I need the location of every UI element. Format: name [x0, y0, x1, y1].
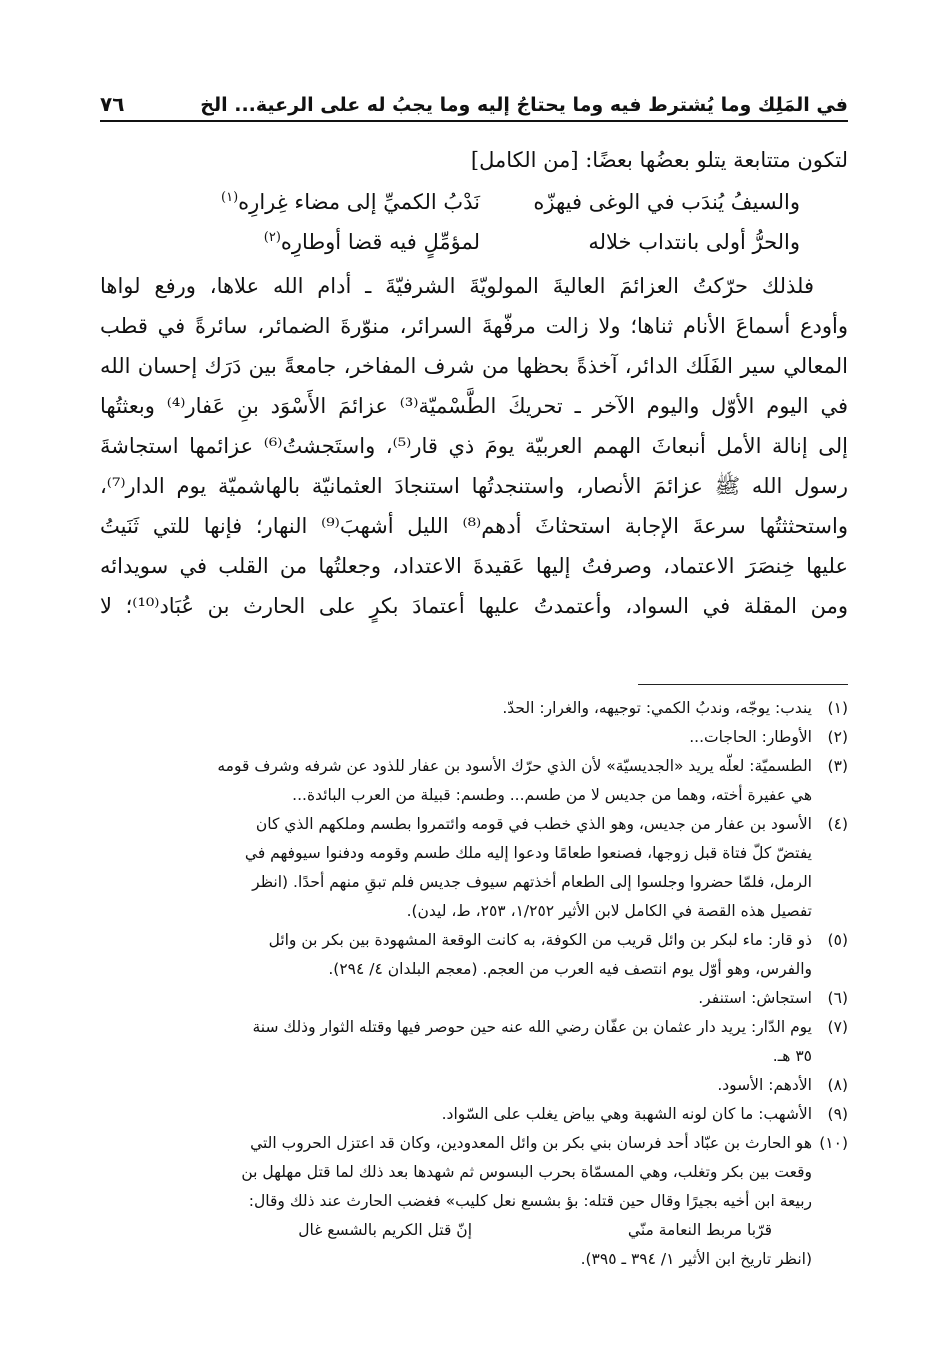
verse-second-hemistich: نَدْبُ الكميِّ إلى مضاء غِرارِه$^{(١)}$: [221, 190, 480, 214]
page-number: ٧٦: [100, 92, 125, 116]
footnote: [100, 752, 848, 810]
footnote-line: هي عفيرة أخته، وهما من جديس لا من طسم... وطسم: قبيلة من العرب البائدة...: [292, 786, 812, 804]
footnote-number: (١٠): [819, 1134, 848, 1152]
verse-first-hemistich: والحرُّ أولى بانتداب خلاله: [588, 230, 800, 254]
paragraph-line: عليها خِنصَرَ الاعتماد، وصرفتُ إليها عَقيدةَ الاعتداد، وجعلتُها من القلب في سويدائه: [100, 554, 848, 578]
paragraph-line: في اليوم الأوّل واليوم الآخر ـ تحريكَ الطَّسْميّة⁽³⁾ عزائمَ الأَسْوَد بنِ عَفار⁽⁴⁾ وبعثتُها: [100, 394, 849, 418]
verse-first-hemistich: قرّبا مربط النعامة منّي: [627, 1221, 772, 1239]
verse-second-hemistich: لمؤمِّلٍ فيه قضا أوطارِه$^{(٢)}$: [263, 230, 480, 254]
footnote: [100, 723, 848, 752]
footnote-line: الطسميّة: لعلّه يريد «الجديسيّة» لأن الذي حرّك الأسود بن عفار للذود عن شرفه وشرف قومه: [217, 757, 812, 775]
footnote-marker: (١): [221, 190, 239, 205]
footnote-verse: [100, 1216, 812, 1245]
footnote-number: (٥): [827, 931, 848, 949]
verse-second-hemistich: إنّ قتل الكريم بالشسع غال: [298, 1221, 472, 1239]
footnote-line: استجاش: استنفر.: [698, 989, 812, 1007]
running-title: في المَلِك وما يُشترط فيه وما يحتاجُ إليه وما يجبُ له على الرعية... الخ: [200, 94, 848, 116]
footnote: [100, 694, 848, 723]
intro-line: لتكون متتابعة يتلو بعضُها بعضًا: [من الكامل]: [470, 148, 848, 172]
paragraph-line: إلى إنالة الأمل أنبعاثَ الهمم العربيّة يومَ ذي قار⁽⁵⁾، واستَجشتُ⁽⁶⁾ عزائمها استجاشةَ: [100, 434, 848, 458]
footnote-number: (٩): [827, 1105, 848, 1123]
paragraph-line: ومن المقلة في السواد، وأعتمدتُ عليها أعتمادَ بكرٍ على الحارث بن عُبَاد⁽¹⁰⁾؛ لا: [100, 594, 848, 618]
verse-line: [100, 182, 848, 222]
footnote-line: الأدهم: الأسود.: [717, 1076, 812, 1094]
verse-line: [100, 222, 848, 262]
footnote-line: يوم الدّار: يريد دار عثمان بن عفّان رضي الله عنه حين حوصر فيها وقتله الثوار وذلك سنة: [252, 1018, 812, 1036]
footnote-number: (٨): [827, 1076, 848, 1094]
footnote-line: (انظر تاريخ ابن الأثير ١/ ٣٩٤ ـ ٣٩٥).: [580, 1250, 812, 1268]
footnote-number: (٧): [827, 1018, 848, 1036]
footnote-line: الأشهب: ما كان لونه الشهبة وهي بياض يغلب على السّواد.: [441, 1105, 812, 1123]
footnote-separator: [638, 684, 848, 685]
footnote: [100, 984, 848, 1013]
footnote-line: الأوطار: الحاجات...: [689, 728, 812, 746]
footnote-number: (٢): [827, 728, 848, 746]
footnotes: [100, 694, 848, 1274]
footnote-line: ربيعة ابن أخيه بجيرًا وقال حين قتله: بؤ بشسع نعل كليب» فغضب الحارث عند ذلك وقال:: [248, 1192, 812, 1210]
header-rule: [100, 120, 848, 122]
paragraph-line: فلذلك حرّكتُ العزائمَ العاليةَ المولويّةَ الشرفيّةَ ـ أدام الله علاها، ورفع لواها: [100, 274, 814, 298]
footnote-line: يفتضّ كلّ فتاة قبل زوجها، فصنعوا طعامًا ودعوا إليه ملك طسم وقومه ودفنوا سيوفهم في: [244, 844, 812, 862]
footnote-number: (٦): [827, 989, 848, 1007]
footnote: [100, 1071, 848, 1100]
page-header: [100, 84, 848, 116]
footnote: [100, 810, 848, 926]
paragraph-line: المعالي سير الفَلَك الدائر، آخذةً بحظها من شرف المفاخر، جامعةً بين دَرَك إحسان الله: [100, 354, 848, 378]
footnote-line: ذو قار: ماء لبكر بن وائل قريب من الكوفة، به كانت الوقعة المشهودة بين بكر بن وائل: [268, 931, 812, 949]
footnote: [100, 926, 848, 984]
footnote-line: والفرس، وهو أوّل يوم انتصف فيه العرب من العجم. (معجم البلدان ٤/ ٢٩٤).: [328, 960, 812, 978]
footnote: [100, 1100, 848, 1129]
paragraph-line: وأودع أسماعَ الأنام ثناها؛ ولا زالت مرفّهةَ السرائر، منوّرةَ الضمائر، سائرةً في قطب: [100, 314, 848, 338]
footnote: [100, 1013, 848, 1071]
footnote-line: الرمل، فلمّا حضروا وجلسوا إلى الطعام أخذتهم سيوف جديس فلم تبقِ منهم أحدًا. (انظر: [252, 873, 812, 891]
footnote-line: يندب: يوجّه، وندبُ الكمي: توجيهه، والغرار: الحدّ.: [502, 699, 812, 717]
paragraph-line: واستحثثتُها سرعةَ الإجابة استحثاثَ أدهم⁽⁸⁾ الليل أشهبَ⁽⁹⁾ النهار؛ فإنها للتي ثَنَيتُ: [100, 514, 848, 538]
footnote-number: (٣): [827, 757, 848, 775]
footnote: [100, 1129, 848, 1274]
footnote-number: (٤): [827, 815, 848, 833]
footnote-number: (١): [827, 699, 848, 717]
footnote-line: وقعت بين بكر وتغلب، وهي المسمّاة بحرب البسوس ثم شهدها بعد ذلك لما قتل مهلهل بن: [241, 1163, 812, 1181]
footnote-line: الأسود بن عفار من جديس، وهو الذي خطب في قومه وائتمروا بطسم وملكهم الذي كان: [255, 815, 812, 833]
main-text: [100, 140, 848, 626]
footnote-line: هو الحارث بن عبّاد أحد فرسان بني بكر بن وائل المعدودين، وكان قد اعتزل الحروب التي: [250, 1134, 812, 1152]
verse-first-hemistich: والسيفُ يُندَب في الوغى فيهزّه: [533, 190, 800, 214]
footnote-marker: (٢): [263, 230, 281, 245]
footnote-line: تفصيل هذه القصة في الكامل لابن الأثير ١/٢٥٢، ٢٥٣، ط، ليدن).: [406, 902, 812, 920]
paragraph-line: رسول الله ﷺ عزائمَ الأنصار، واستنجدتُها استنجادَ العثمانيّة بالهاشميّة يوم الدار⁽⁷⁾،: [100, 474, 848, 498]
poem: [100, 182, 848, 262]
footnote-line: ٣٥ هـ.: [772, 1047, 812, 1065]
